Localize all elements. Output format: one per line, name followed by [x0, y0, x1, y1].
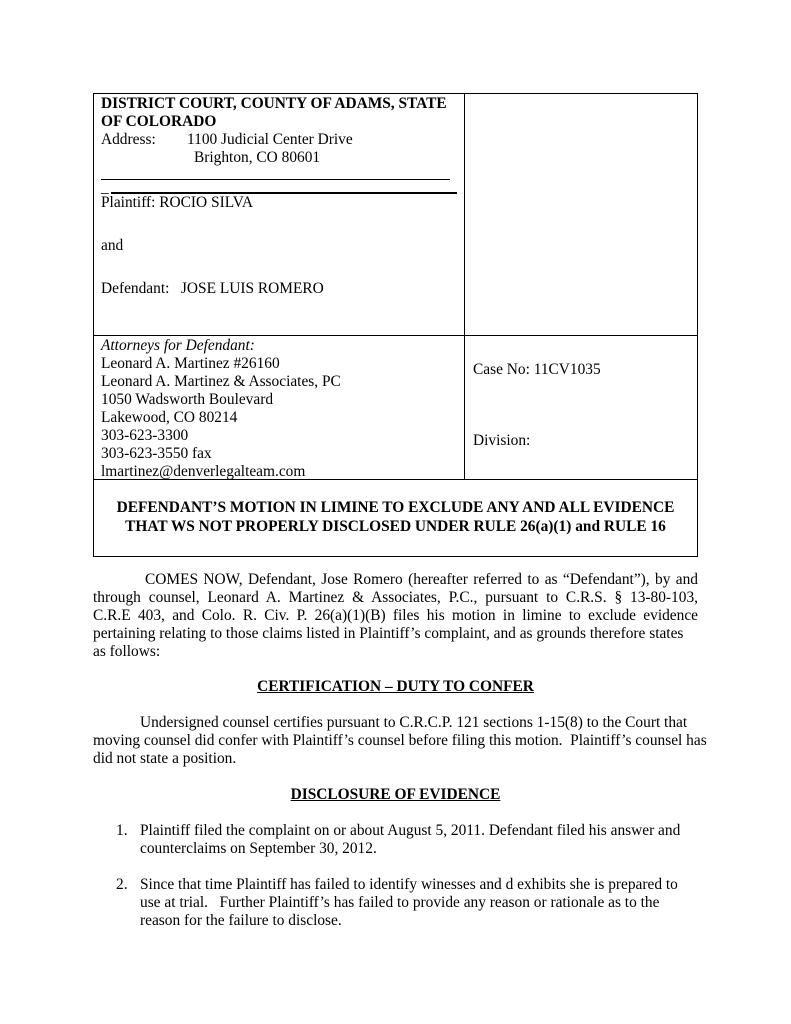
intro-line: as follows: — [93, 643, 161, 660]
attorney-line: 303-623-3300 — [101, 427, 189, 444]
case-caption-table — [93, 93, 698, 557]
motion-title-line1: DEFENDANT’S MOTION IN LIMINE TO EXCLUDE ANY AND ALL EVIDENCE — [116, 499, 675, 516]
court-parties-cell — [94, 94, 465, 335]
attorney-line: Leonard A. Martinez & Associates, PC — [101, 373, 341, 390]
section-heading-certification: CERTIFICATION – DUTY TO CONFER — [257, 678, 534, 695]
certification-paragraph — [93, 714, 707, 768]
division-label: Division: — [473, 432, 531, 449]
separator-underscore: _ — [101, 179, 109, 196]
address-line1: 1100 Judicial Center Drive — [187, 131, 353, 148]
certification-line: moving counsel did confer with Plaintiff’s counsel before filing this motion. Plaintiff’s counsel has — [93, 732, 707, 749]
intro-line: COMES NOW, Defendant, Jose Romero (hereafter referred to as “Defendant”), by and — [145, 571, 698, 588]
list-item-line: reason for the failure to disclose. — [140, 912, 342, 929]
case-number: Case No: 11CV1035 — [473, 361, 601, 378]
certification-line: did not state a position. — [93, 750, 237, 767]
certification-line: Undersigned counsel certifies pursuant to C.R.C.P. 121 sections 1-15(8) to the Court that — [140, 714, 688, 731]
caption-row-attorneys — [94, 336, 697, 480]
court-use-cell — [465, 94, 697, 335]
attorney-line: 1050 Wadsworth Boulevard — [101, 391, 274, 408]
address-label: Address: — [101, 131, 156, 148]
section-heading-disclosure: DISCLOSURE OF EVIDENCE — [290, 786, 501, 803]
list-item-number: 2. — [116, 876, 128, 893]
list-item-line: Plaintiff filed the complaint on or about August 5, 2011. Defendant filed his answer and — [140, 822, 681, 839]
list-item-line: use at trial. Further Plaintiff’s has failed to provide any reason or rationale as to the — [140, 894, 660, 911]
address-row-1 — [101, 131, 457, 149]
intro-line: through counsel, Leonard A. Martinez & Associates, P.C., pursuant to C.R.S. § 13-80-103, — [93, 589, 698, 606]
attorneys-heading: Attorneys for Defendant: — [101, 337, 255, 354]
defendant-name: Defendant: JOSE LUIS ROMERO — [101, 280, 324, 297]
case-info-cell — [465, 336, 697, 479]
intro-line: pertaining relating to those claims listed in Plaintiff’s complaint, and as grounds therefore states — [93, 625, 684, 642]
attorney-line: Lakewood, CO 80214 — [101, 409, 238, 426]
caption-row-court — [94, 94, 697, 336]
attorney-info-cell — [94, 336, 465, 479]
plaintiff-name: Plaintiff: ROCIO SILVA — [101, 194, 253, 211]
caption-row-title — [94, 480, 697, 556]
court-name-line2: OF COLORADO — [101, 113, 217, 130]
attorney-line: Leonard A. Martinez #26160 — [101, 355, 280, 372]
attorney-email: lmartinez@denverlegalteam.com — [101, 463, 306, 480]
motion-title — [94, 480, 697, 556]
list-item-text — [140, 822, 696, 858]
court-name-line1: DISTRICT COURT, COUNTY OF ADAMS, STATE — [101, 95, 447, 112]
intro-paragraph — [93, 571, 698, 661]
motion-title-line2: THAT WS NOT PROPERLY DISCLOSED UNDER RULE 26(a)(1) and RULE 16 — [125, 518, 666, 535]
intro-line: C.R.E 403, and Colo. R. Civ. P. 26(a)(1)(B) files his motion in limine to exclude evidence — [93, 607, 698, 624]
list-item — [116, 822, 696, 858]
list-item-line: counterclaims on September 30, 2012. — [140, 840, 377, 857]
list-item-line: Since that time Plaintiff has failed to identify winesses and d exhibits she is prepared to — [140, 876, 678, 893]
address-line2: Brighton, CO 80601 — [194, 149, 321, 166]
and-connector: and — [101, 237, 124, 254]
list-item-number: 1. — [116, 822, 128, 839]
attorney-line: 303-623-3550 fax — [101, 445, 212, 462]
list-item-text — [140, 876, 696, 930]
separator-row — [101, 180, 457, 194]
list-item — [116, 876, 696, 930]
address-row-2 — [101, 149, 457, 167]
